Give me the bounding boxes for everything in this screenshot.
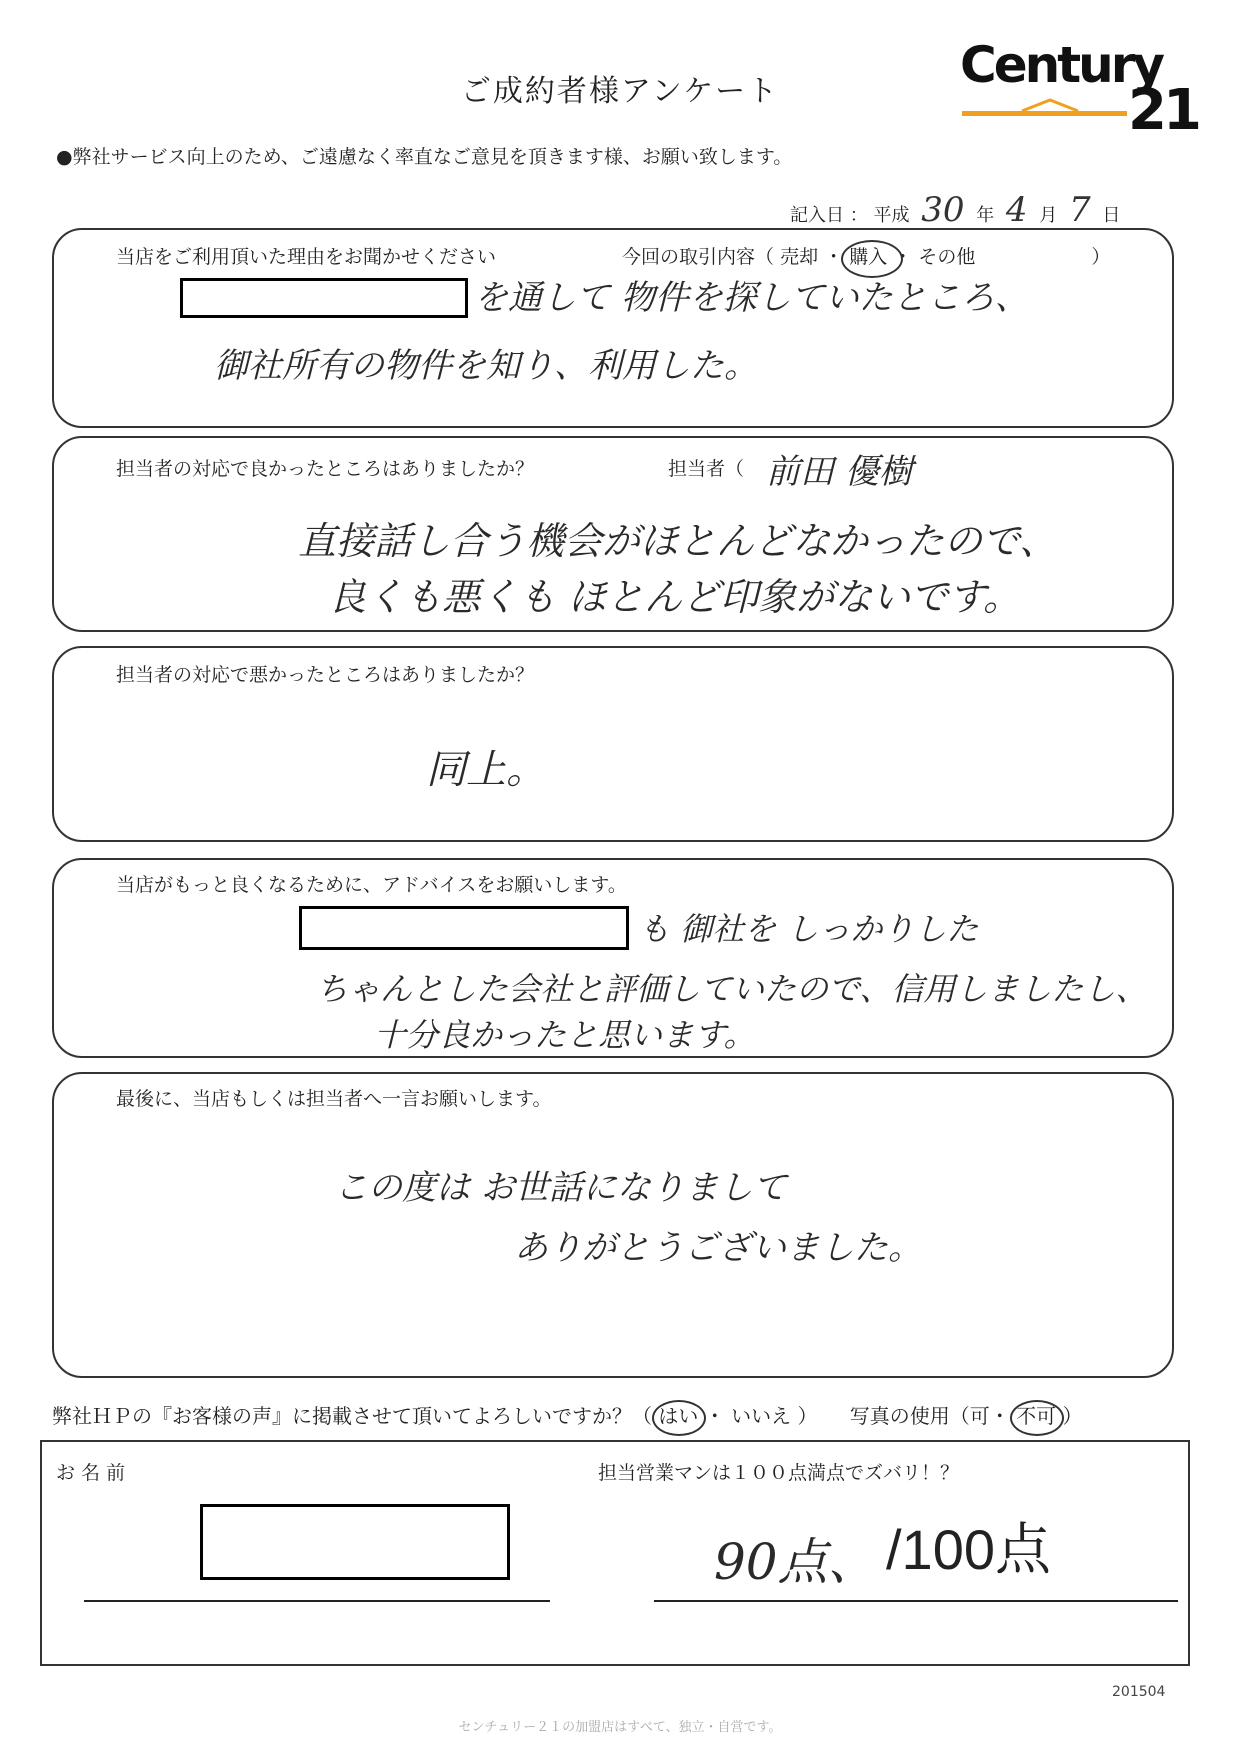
score-label: 担当営業マンは１００点満点でズバリ！？ — [598, 1462, 960, 1484]
logo-word: Century — [960, 36, 1162, 94]
answer-line: ありがとうございました。 — [514, 1228, 922, 1268]
deal-label: 今回の取引内容（ — [622, 246, 775, 268]
photo-no-option — [1016, 1404, 1062, 1428]
deal-buy-label: 購入 — [849, 246, 888, 268]
section-advice — [52, 858, 1174, 1058]
date-label: 記入日 ： 平成 — [790, 205, 910, 226]
staff-label: 担当者（ — [668, 458, 745, 480]
question-advice: 当店がもっと良くなるために、アドバイスをお願いします。 — [116, 874, 627, 896]
century21-logo — [960, 36, 1198, 143]
deal-other-option: その他 — [918, 246, 976, 268]
section-good-points — [52, 436, 1174, 632]
form-code: 201504 — [1112, 1684, 1166, 1700]
score-underline — [654, 1600, 1178, 1602]
publish-no-option: いいえ — [731, 1404, 792, 1428]
deal-sell-option: 売却 — [780, 246, 819, 268]
redacted-name-box — [200, 1504, 510, 1580]
deal-close: ） — [1091, 246, 1111, 268]
date-day-unit: 日 — [1102, 205, 1121, 226]
selected-circle-mark — [652, 1400, 706, 1436]
deal-separator: ・ — [824, 246, 844, 268]
question-good-points: 担当者の対応で良かったところはありましたか？ — [116, 458, 535, 480]
name-label: お 名 前 — [56, 1462, 126, 1484]
deal-separator: ・ — [893, 246, 913, 268]
answer-line: も 御社を しっかりした — [638, 910, 979, 948]
publish-separator: ・ — [704, 1404, 725, 1428]
answer-line: 良くも悪くも ほとんど印象がないです。 — [328, 575, 1022, 619]
name-underline — [84, 1600, 550, 1602]
staff-name: 前田 優樹 — [766, 452, 913, 492]
publish-question: 弊社ＨＰの『お客様の声』に掲載させて頂いてよろしいですか？（ — [52, 1404, 652, 1428]
deal-buy-option — [849, 246, 893, 268]
publish-yes-option — [658, 1404, 704, 1428]
publish-close: ） — [797, 1404, 818, 1428]
question-final-message: 最後に、当店もしくは担当者へ一言お願いします。 — [116, 1088, 552, 1110]
entry-date — [790, 190, 1120, 230]
date-year: 30 — [921, 190, 965, 230]
answer-line: 十分良かったと思います。 — [374, 1016, 756, 1054]
redacted-box — [180, 278, 468, 318]
answer-line: を通して 物件を探していたところ、 — [474, 278, 1029, 318]
date-day: 7 — [1069, 190, 1091, 230]
section-final-message — [52, 1072, 1174, 1378]
photo-no-label: 不可 — [1016, 1404, 1057, 1428]
publish-yes-label: はい — [658, 1404, 699, 1428]
answer-line: この度は お世話になりまして — [334, 1168, 787, 1208]
deal-type — [622, 242, 1110, 269]
logo-number: 21 — [1128, 78, 1198, 143]
photo-usage-label: 写真の使用（可・ — [849, 1404, 1010, 1428]
footer-note: センチュリー２１の加盟店はすべて、独立・自営です。 — [458, 1720, 782, 1735]
name-score-box — [40, 1440, 1190, 1666]
score-handwritten: 90点、 — [714, 1533, 878, 1591]
selected-circle-mark — [1010, 1400, 1064, 1436]
redacted-box — [299, 906, 629, 950]
section-reason — [52, 228, 1174, 428]
page-title: ご成約者様アンケート — [460, 74, 780, 109]
date-year-unit: 年 — [976, 205, 995, 226]
photo-close: ） — [1062, 1404, 1083, 1428]
score-max: /100点 — [886, 1518, 1051, 1581]
date-month: 4 — [1005, 190, 1028, 230]
answer-line: 御社所有の物件を知り、利用した。 — [214, 346, 758, 386]
answer-line: ちゃんとした会社と評価していたので、信用しましたし、 — [316, 970, 1148, 1008]
section-bad-points — [52, 646, 1174, 842]
answer-line: 直接話し合う機会がほとんどなかったので、 — [298, 519, 1058, 563]
logo-roof-icon — [962, 98, 1132, 118]
intro-text: ●弊社サービス向上のため、ご遠慮なく率直なご意見を頂きます様、お願い致します。 — [56, 146, 793, 168]
publish-consent — [52, 1400, 1083, 1429]
question-reason: 当店をご利用頂いた理由をお聞かせください — [116, 246, 497, 268]
answer-line: 同上。 — [426, 747, 546, 793]
question-bad-points: 担当者の対応で悪かったところはありましたか？ — [116, 664, 535, 686]
date-month-unit: 月 — [1039, 205, 1058, 226]
